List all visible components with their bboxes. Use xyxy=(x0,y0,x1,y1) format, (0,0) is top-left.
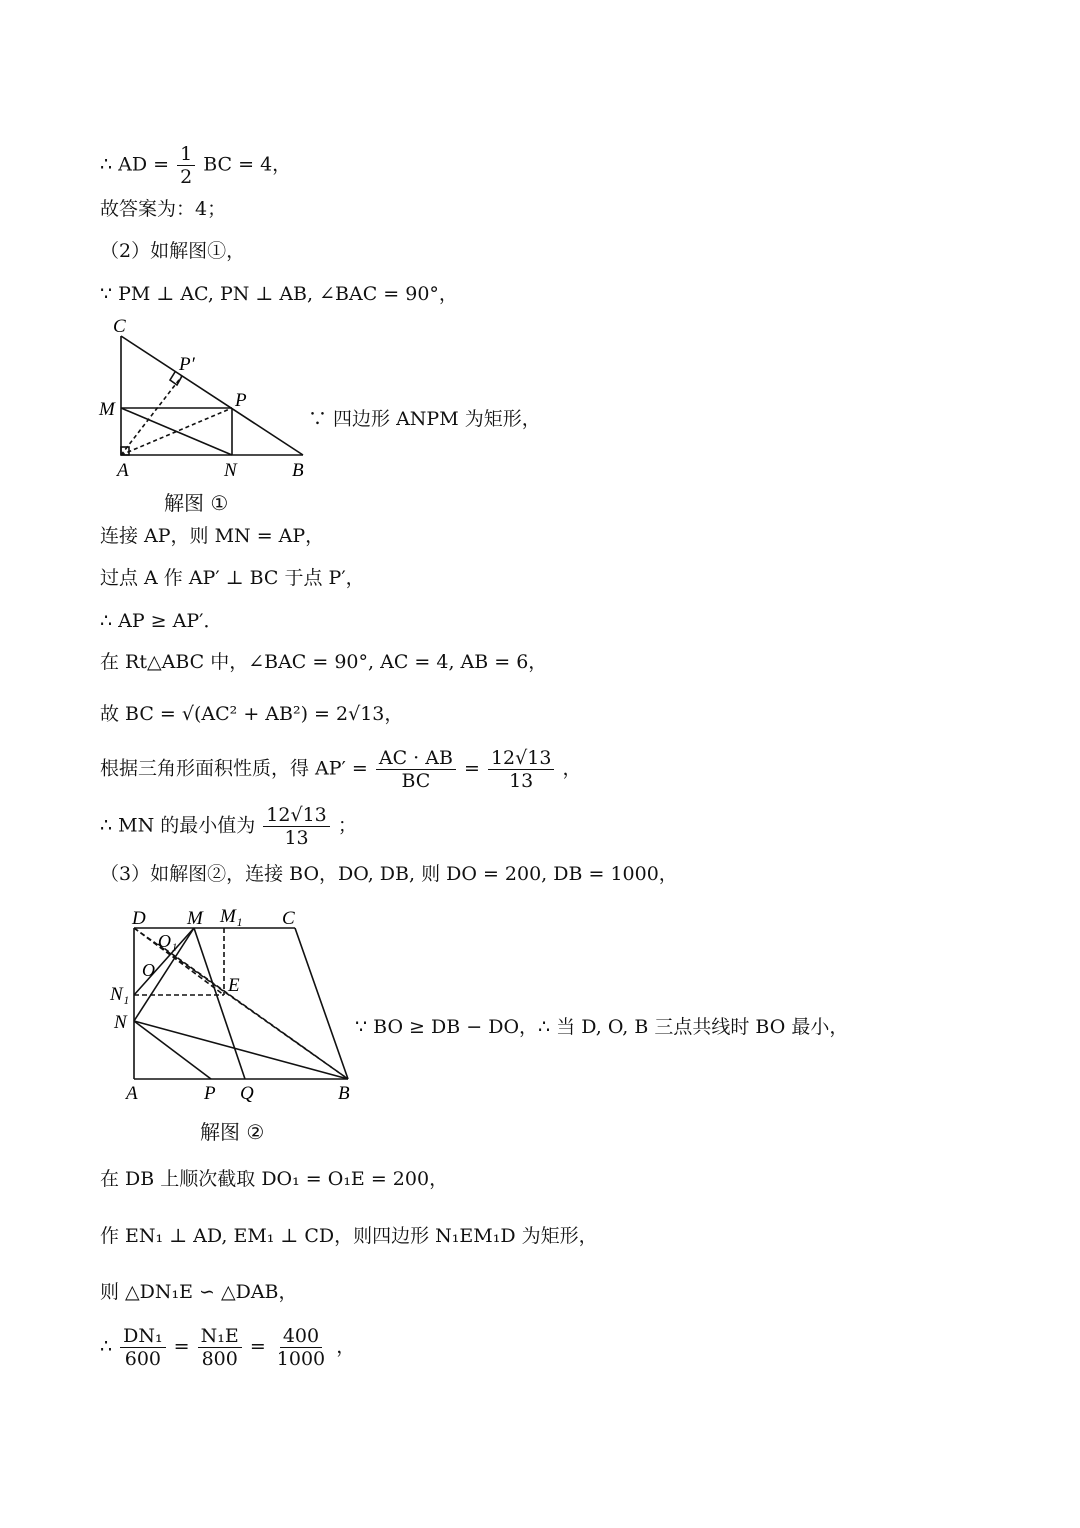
fraction-dn1-over-600 xyxy=(120,1325,165,1370)
equals-sign: = xyxy=(173,1335,190,1358)
label-m1: M₁ xyxy=(220,906,243,927)
bc-length-line: 故 BC = √(AC² + AB²) = 2√13， xyxy=(100,703,404,725)
figure-1 xyxy=(95,312,325,491)
fraction-numerator: 400 xyxy=(280,1325,322,1348)
collinear-statement: ∵ BO ≥ DB − DO，∴ 当 D, O, B 三点共线时 BO 最小， xyxy=(355,1016,849,1038)
line-ad-suffix: BC = 4， xyxy=(203,153,292,176)
line-ad-prefix: ∴ AD = xyxy=(100,153,170,176)
label-p: P xyxy=(204,1083,216,1104)
mn-minimum-prefix: ∴ MN 的最小值为 xyxy=(100,814,256,837)
area-property-line xyxy=(100,747,581,792)
label-n: N xyxy=(224,460,237,481)
figure-1-diagram xyxy=(95,312,325,487)
perpendicular-condition: ∵ PM ⊥ AC, PN ⊥ AB, ∠BAC = 90°， xyxy=(100,283,458,305)
part-3-heading: （3）如解图②，连接 BO，DO, DB, 则 DO = 200, DB = 1000， xyxy=(100,863,678,885)
semicolon: ； xyxy=(337,814,357,837)
fraction-12-root13-over-13 xyxy=(488,747,554,792)
fraction-numerator: AC · AB xyxy=(376,747,456,770)
label-p-prime: P′ xyxy=(179,354,195,375)
fraction-denominator: 13 xyxy=(284,827,309,849)
proportion-line xyxy=(100,1325,355,1370)
rectangle-statement: ∵ 四边形 ANPM 为矩形， xyxy=(308,408,541,430)
answer-line: 故答案为：4； xyxy=(100,198,227,220)
part-2-heading: （2）如解图①， xyxy=(100,240,246,262)
mn-minimum-line xyxy=(100,804,357,849)
equals-sign: = xyxy=(249,1335,266,1358)
label-a: A xyxy=(126,1083,138,1104)
fraction-numerator: DN₁ xyxy=(120,1325,165,1348)
therefore-symbol: ∴ xyxy=(100,1335,113,1358)
right-triangle-line: 在 Rt△ABC 中，∠BAC = 90°, AC = 4, AB = 6， xyxy=(100,651,548,673)
label-p: P xyxy=(235,390,247,411)
construct-rectangle-line: 作 EN₁ ⊥ AD, EM₁ ⊥ CD，则四边形 N₁EM₁D 为矩形， xyxy=(100,1225,598,1247)
label-m: M xyxy=(99,399,115,420)
figure-1-caption: 解图 ① xyxy=(164,491,229,515)
fraction-denominator: 2 xyxy=(180,166,193,188)
figure-2-diagram xyxy=(100,900,370,1110)
fraction-denominator: 600 xyxy=(124,1348,162,1370)
equals-sign: = xyxy=(463,757,480,780)
label-m: M xyxy=(187,908,203,929)
label-c: C xyxy=(113,316,126,337)
label-a: A xyxy=(117,460,129,481)
inequality-line: ∴ AP ≥ AP′． xyxy=(100,610,223,632)
similar-triangles-line: 则 △DN₁E ∽ △DAB， xyxy=(100,1281,298,1303)
fraction-numerator: 1 xyxy=(177,143,195,166)
fraction-numerator: 12√13 xyxy=(488,747,554,770)
fraction-ac-ab-over-bc xyxy=(376,747,456,792)
fraction-denominator: BC xyxy=(401,770,431,792)
label-o1: O₁ xyxy=(158,931,178,951)
label-o: O xyxy=(142,960,155,980)
label-c: C xyxy=(282,908,295,929)
intercept-line: 在 DB 上顺次截取 DO₁ = O₁E = 200， xyxy=(100,1168,449,1190)
fraction-numerator: N₁E xyxy=(198,1325,242,1348)
line-ad-equals xyxy=(100,143,291,188)
fraction-half xyxy=(177,143,195,188)
label-e: E xyxy=(228,975,240,996)
area-property-prefix: 根据三角形面积性质，得 AP′ = xyxy=(100,757,368,780)
fraction-denominator: 1000 xyxy=(276,1348,326,1370)
figure-2 xyxy=(100,900,370,1114)
label-d: D xyxy=(132,908,146,929)
label-n: N xyxy=(114,1012,127,1033)
draw-perpendicular-line: 过点 A 作 AP′ ⊥ BC 于点 P′， xyxy=(100,567,365,589)
label-n1: N₁ xyxy=(110,984,130,1005)
fraction-mn-min xyxy=(263,804,329,849)
comma: ， xyxy=(562,757,582,780)
connect-ap-line: 连接 AP，则 MN = AP， xyxy=(100,525,325,547)
comma: ， xyxy=(336,1335,356,1358)
fraction-denominator: 13 xyxy=(509,770,534,792)
label-q: Q xyxy=(240,1083,254,1104)
fraction-denominator: 800 xyxy=(201,1348,238,1370)
label-b: B xyxy=(338,1083,350,1104)
fraction-n1e-over-800 xyxy=(198,1325,242,1370)
label-b: B xyxy=(292,460,304,481)
fraction-400-over-1000 xyxy=(274,1325,328,1370)
figure-2-caption: 解图 ② xyxy=(200,1120,265,1144)
fraction-numerator: 12√13 xyxy=(263,804,329,827)
